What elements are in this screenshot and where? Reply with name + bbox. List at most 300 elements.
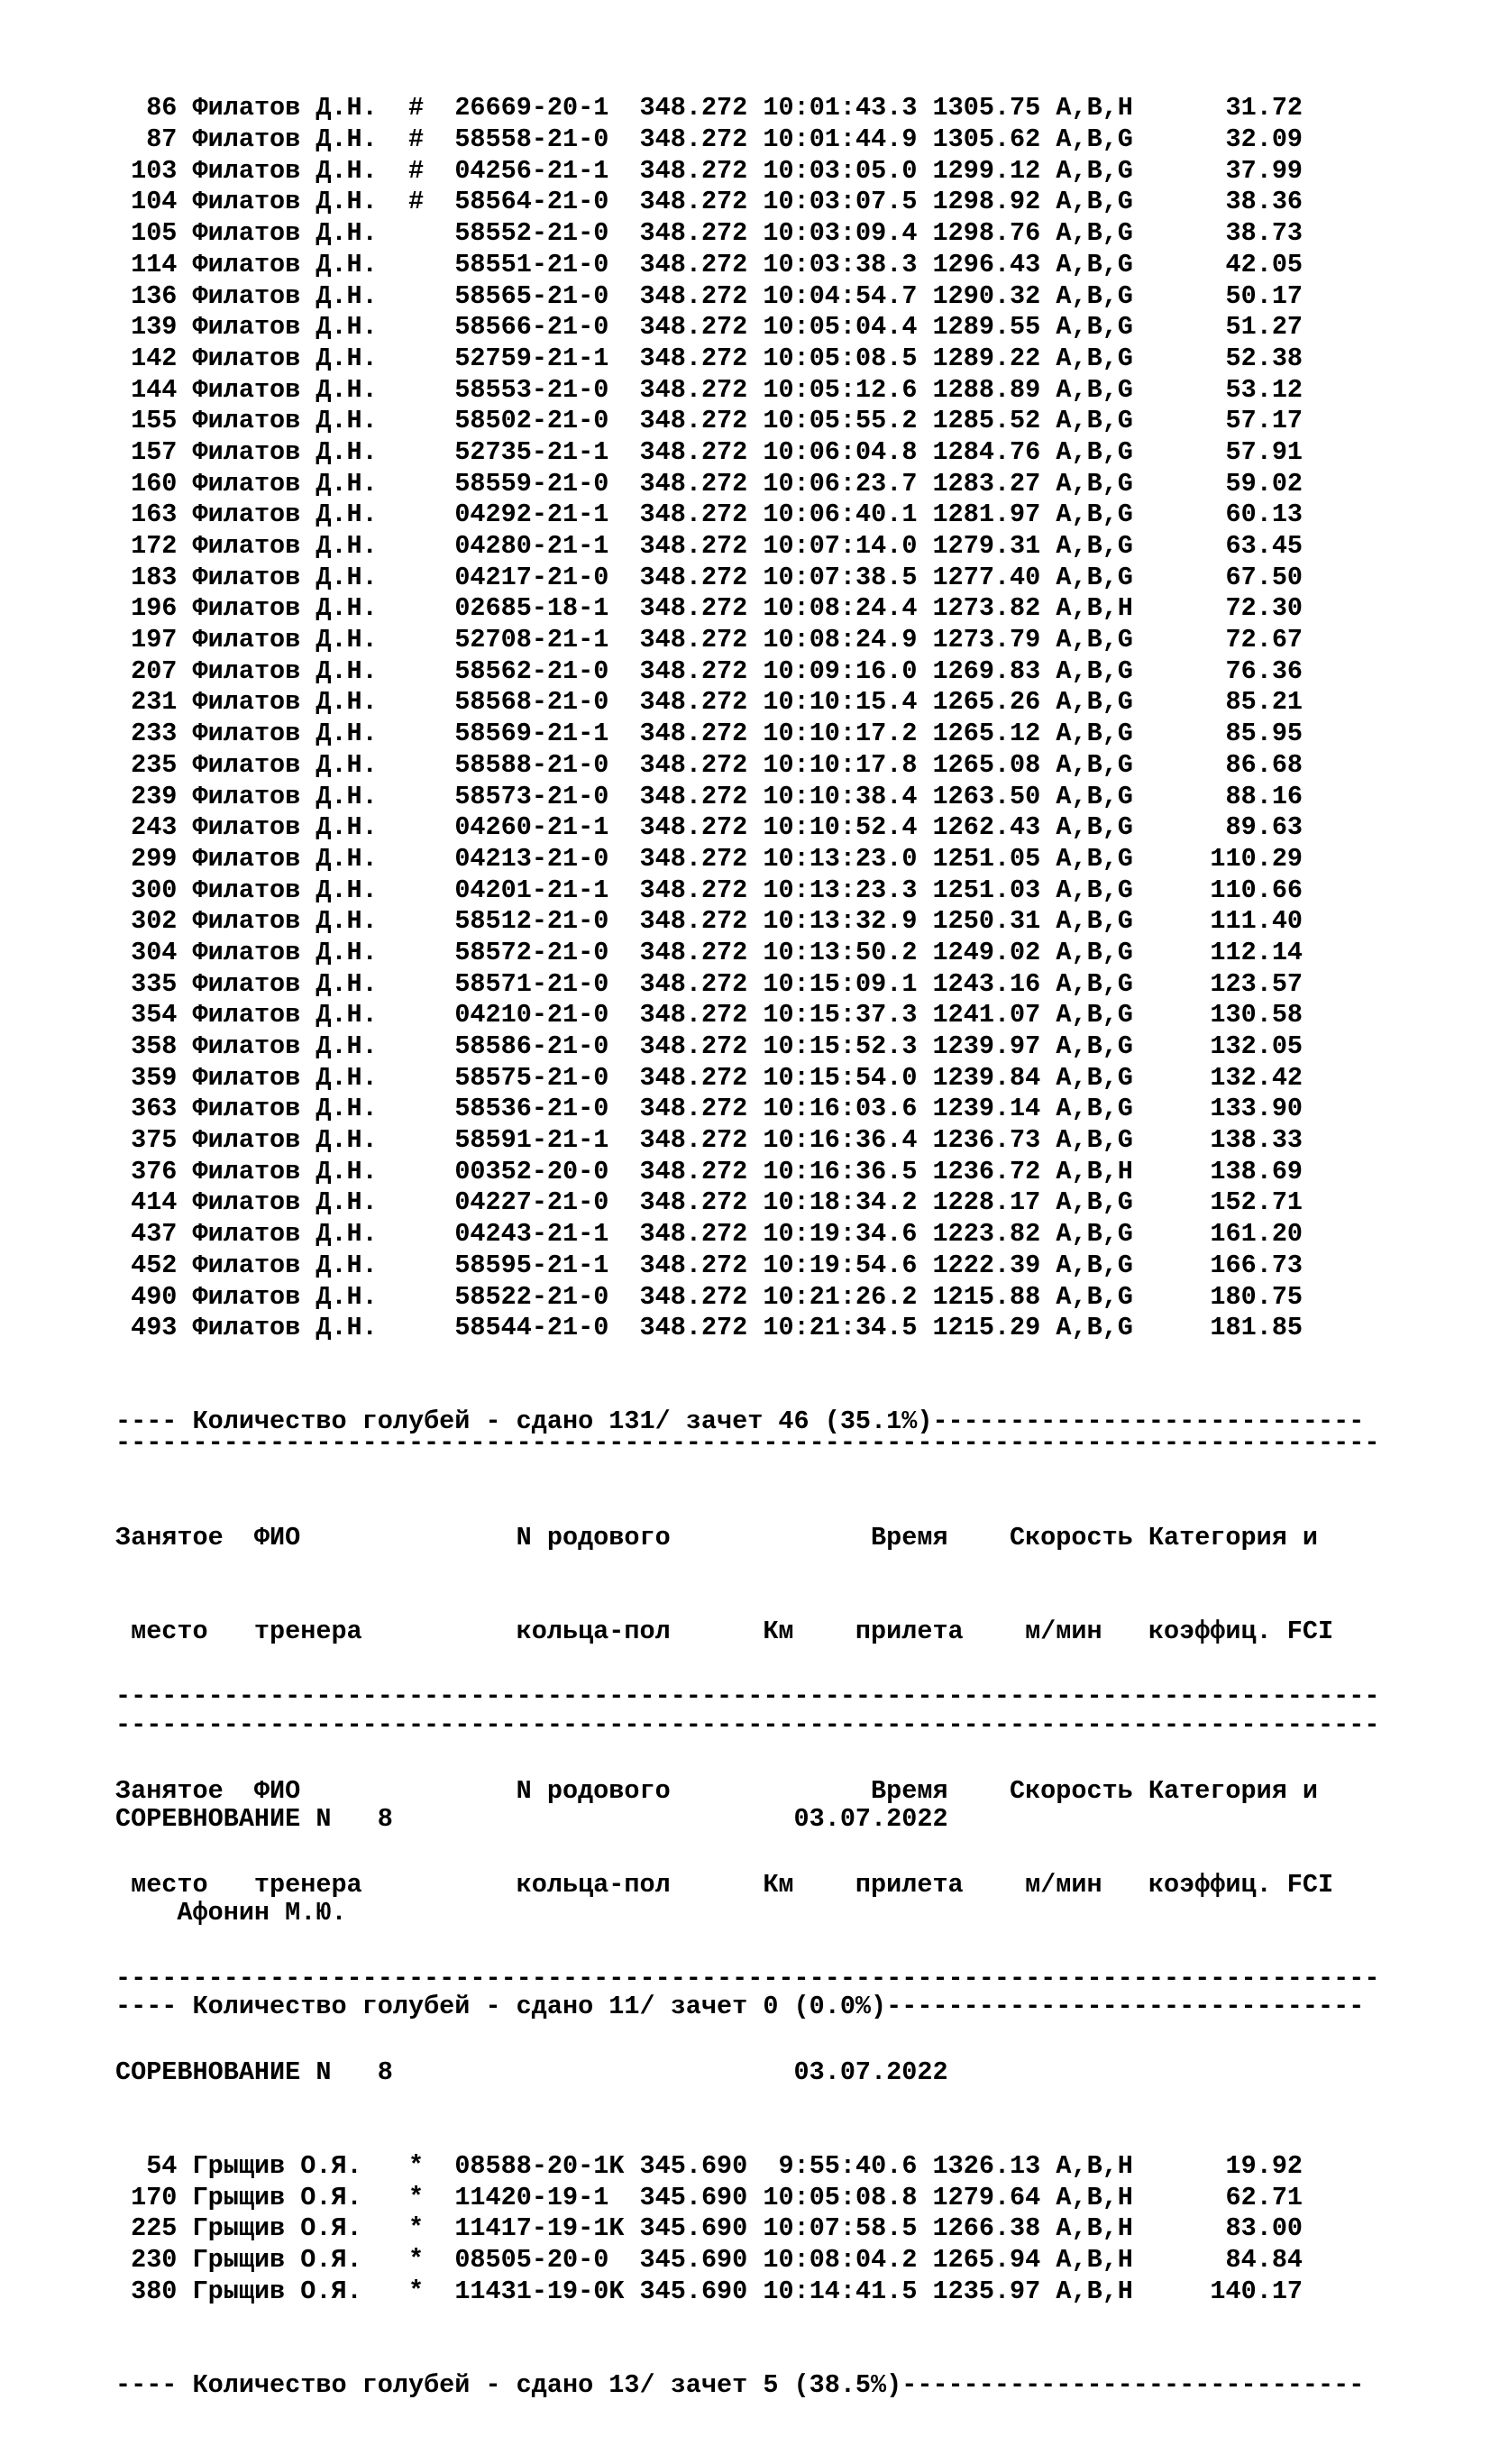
cell-mark: *: [407, 2276, 440, 2306]
cell-km: 348.272: [639, 1281, 748, 1312]
cell-mark: *: [407, 2150, 440, 2181]
cell-coef: 110.29: [1148, 843, 1303, 874]
cell-km: 348.272: [639, 312, 748, 343]
cell-speed: 1251.05: [932, 843, 1041, 874]
cell-place: 233: [115, 719, 178, 749]
cell-km: 345.690: [639, 2244, 748, 2275]
cell-cat: A,B,G: [1056, 1031, 1148, 1062]
cell-name: Филатов Д.Н.: [192, 593, 393, 624]
cell-place: 87: [115, 124, 178, 155]
cell-km: 348.272: [639, 1219, 748, 1250]
cell-coef: 72.30: [1148, 593, 1303, 624]
cell-cat: A,B,G: [1056, 374, 1148, 405]
table-row: [115, 969, 1364, 1001]
cell-speed: 1243.16: [932, 968, 1041, 999]
cell-place: 86: [115, 93, 178, 124]
cell-km: 348.272: [639, 499, 748, 530]
cell-ring: 00352-20-0: [454, 1156, 640, 1186]
cell-ring: 58573-21-0: [454, 781, 640, 811]
cell-time: 10:18:34.2: [763, 1187, 918, 1218]
cell-speed: 1305.75: [932, 93, 1041, 124]
cell-cat: A,B,G: [1056, 719, 1148, 749]
cell-speed: 1298.92: [932, 187, 1041, 217]
cell-coef: 62.71: [1148, 2182, 1303, 2212]
cell-time: 10:16:36.5: [763, 1156, 918, 1186]
cell-coef: 152.71: [1148, 1187, 1303, 1218]
cell-coef: 67.50: [1148, 562, 1303, 592]
cell-name: Филатов Д.Н.: [192, 312, 393, 343]
cell-name: Филатов Д.Н.: [192, 749, 393, 780]
cell-coef: 140.17: [1148, 2276, 1303, 2306]
cell-mark: [408, 782, 439, 811]
cell-mark: [408, 1063, 439, 1093]
cell-coef: 89.63: [1148, 812, 1303, 843]
header-rule: ----------------------------------------------------------------------------------: [115, 1709, 1380, 1740]
cell-place: 104: [115, 187, 178, 217]
cell-place: 225: [115, 2213, 178, 2244]
cell-coef: 123.57: [1148, 968, 1303, 999]
cell-coef: 60.13: [1148, 499, 1303, 530]
cell-ring: 04201-21-1: [454, 875, 640, 905]
cell-ring: 02685-18-1: [454, 593, 640, 624]
cell-time: 10:21:34.5: [763, 1313, 918, 1343]
cell-speed: 1279.31: [932, 531, 1041, 562]
cell-cat: A,B,G: [1056, 312, 1148, 343]
table-row: [115, 1313, 1364, 1344]
cell-speed: 1305.62: [932, 124, 1041, 155]
cell-place: 299: [115, 843, 178, 874]
cell-time: 10:15:54.0: [763, 1062, 918, 1093]
cell-name: Филатов Д.Н.: [192, 499, 393, 530]
header-rule: ----------------------------------------------------------------------------------: [115, 1963, 1380, 1993]
cell-time: 10:06:04.8: [763, 436, 918, 467]
cell-speed: 1251.03: [932, 875, 1041, 905]
cell-ring: 58564-21-0: [454, 187, 640, 217]
cell-km: 345.690: [639, 2150, 748, 2181]
cell-place: 183: [115, 562, 178, 592]
cell-ring: 58586-21-0: [454, 1031, 640, 1062]
cell-ring: 58595-21-1: [454, 1250, 640, 1280]
cell-cat: A,B,H: [1056, 593, 1148, 624]
cell-mark: #: [407, 187, 440, 217]
cell-time: 10:07:58.5: [763, 2213, 918, 2244]
table-row: [115, 499, 1364, 531]
cell-mark: [408, 687, 439, 717]
cell-mark: *: [407, 2244, 440, 2275]
cell-km: 348.272: [639, 625, 748, 655]
cell-mark: [408, 469, 439, 499]
cell-name: Филатов Д.Н.: [192, 1187, 393, 1218]
cell-cat: A,B,G: [1056, 155, 1148, 186]
cell-km: 345.690: [639, 2213, 748, 2244]
cell-time: 10:10:52.4: [763, 812, 918, 843]
table-row: [115, 406, 1364, 437]
cell-ring: 58502-21-0: [454, 406, 640, 436]
cell-time: 10:21:26.2: [763, 1281, 918, 1312]
summary-line: ---- Количество голубей - сдано 131/ зачет 46 (35.1%)----------------------------: [115, 1406, 1365, 1437]
cell-ring: 58566-21-0: [454, 312, 640, 343]
cell-mark: [408, 1250, 439, 1280]
cell-cat: A,B,G: [1056, 1250, 1148, 1280]
cell-cat: A,B,H: [1056, 2213, 1148, 2244]
cell-time: 10:08:04.2: [763, 2244, 918, 2275]
cell-ring: 58558-21-0: [454, 124, 640, 155]
cell-cat: A,B,G: [1056, 1281, 1148, 1312]
cell-coef: 51.27: [1148, 312, 1303, 343]
cell-km: 348.272: [639, 687, 748, 718]
table-row: [115, 375, 1364, 407]
table-row: [115, 1157, 1364, 1188]
cell-speed: 1262.43: [932, 812, 1041, 843]
cell-coef: 83.00: [1148, 2213, 1303, 2244]
cell-name: Грыщив О.Я.: [192, 2244, 393, 2275]
cell-place: 157: [115, 436, 178, 467]
summary-line: ---- Количество голубей - сдано 11/ зачет 0 (0.0%)-------------------------------: [115, 1991, 1365, 2021]
cell-coef: 19.92: [1148, 2150, 1303, 2181]
cell-mark: [408, 1157, 439, 1186]
table-row: [115, 469, 1364, 500]
cell-mark: [408, 1031, 439, 1061]
cell-speed: 1299.12: [932, 155, 1041, 186]
cell-time: 10:03:05.0: [763, 155, 918, 186]
cell-place: 163: [115, 499, 178, 530]
cell-place: 160: [115, 468, 178, 499]
header-line-1: Занятое ФИО N родового Время Скорость Категория и: [115, 1522, 1319, 1553]
cell-coef: 85.95: [1148, 719, 1303, 749]
cell-km: 348.272: [639, 562, 748, 592]
cell-km: 348.272: [639, 1187, 748, 1218]
cell-km: 348.272: [639, 155, 748, 186]
cell-time: 10:08:24.4: [763, 593, 918, 624]
table-row: [115, 782, 1364, 813]
cell-cat: A,B,G: [1056, 1219, 1148, 1250]
cell-time: 10:13:32.9: [763, 906, 918, 937]
cell-mark: [408, 1219, 439, 1249]
cell-cat: A,B,G: [1056, 812, 1148, 843]
cell-mark: [408, 656, 439, 686]
cell-mark: [408, 938, 439, 967]
cell-cat: A,B,G: [1056, 468, 1148, 499]
cell-place: 363: [115, 1094, 178, 1124]
cell-speed: 1241.07: [932, 1000, 1041, 1030]
cell-name: Филатов Д.Н.: [192, 625, 393, 655]
cell-name: Филатов Д.Н.: [192, 93, 393, 124]
cell-mark: [408, 1000, 439, 1030]
cell-ring: 58569-21-1: [454, 719, 640, 749]
cell-mark: [408, 1094, 439, 1123]
cell-speed: 1239.84: [932, 1062, 1041, 1093]
cell-ring: 58522-21-0: [454, 1281, 640, 1312]
cell-place: 300: [115, 875, 178, 905]
cell-cat: A,B,G: [1056, 436, 1148, 467]
table-row: [115, 938, 1364, 969]
cell-time: 10:09:16.0: [763, 655, 918, 686]
cell-cat: A,B,G: [1056, 875, 1148, 905]
cell-mark: [408, 406, 439, 435]
cell-km: 348.272: [639, 937, 748, 967]
cell-cat: A,B,G: [1056, 124, 1148, 155]
cell-time: 10:05:12.6: [763, 374, 918, 405]
cell-name: Филатов Д.Н.: [192, 1313, 393, 1343]
cell-km: 345.690: [639, 2276, 748, 2306]
cell-time: 10:13:23.0: [763, 843, 918, 874]
cell-km: 348.272: [639, 749, 748, 780]
cell-ring: 04217-21-0: [454, 562, 640, 592]
cell-place: 304: [115, 937, 178, 967]
cell-speed: 1265.94: [932, 2244, 1041, 2275]
cell-place: 54: [115, 2150, 178, 2181]
cell-coef: 63.45: [1148, 531, 1303, 562]
cell-coef: 132.05: [1148, 1031, 1303, 1062]
cell-cat: A,B,H: [1056, 2276, 1148, 2306]
cell-name: Филатов Д.Н.: [192, 1125, 393, 1156]
cell-time: 10:07:14.0: [763, 531, 918, 562]
cell-place: 380: [115, 2276, 178, 2306]
table-row: [115, 750, 1364, 782]
cell-km: 348.272: [639, 719, 748, 749]
table-row: [115, 156, 1364, 188]
cell-time: 10:01:44.9: [763, 124, 918, 155]
cell-place: 170: [115, 2182, 178, 2212]
cell-speed: 1222.39: [932, 1250, 1041, 1280]
cell-coef: 53.12: [1148, 374, 1303, 405]
cell-km: 345.690: [639, 2182, 748, 2212]
cell-speed: 1289.55: [932, 312, 1041, 343]
cell-place: 493: [115, 1313, 178, 1343]
table-row: [115, 1250, 1364, 1282]
cell-ring: 58588-21-0: [454, 749, 640, 780]
cell-km: 348.272: [639, 249, 748, 279]
cell-ring: 26669-20-1: [454, 93, 640, 124]
cell-name: Грыщив О.Я.: [192, 2213, 393, 2244]
cell-place: 235: [115, 749, 178, 780]
cell-mark: [408, 375, 439, 405]
cell-mark: [408, 1125, 439, 1155]
table-row: [115, 1282, 1364, 1314]
cell-place: 359: [115, 1062, 178, 1093]
cell-time: 10:05:08.8: [763, 2182, 918, 2212]
cell-coef: 112.14: [1148, 937, 1303, 967]
cell-km: 348.272: [639, 343, 748, 373]
cell-coef: 181.85: [1148, 1313, 1303, 1343]
table-row: [115, 875, 1364, 907]
cell-name: Грыщив О.Я.: [192, 2182, 393, 2212]
cell-name: Филатов Д.Н.: [192, 812, 393, 843]
cell-coef: 57.17: [1148, 406, 1303, 436]
cell-cat: A,B,G: [1056, 343, 1148, 373]
cell-cat: A,B,G: [1056, 1062, 1148, 1093]
cell-cat: A,B,G: [1056, 968, 1148, 999]
cell-mark: [408, 218, 439, 248]
cell-cat: A,B,G: [1056, 406, 1148, 436]
cell-coef: 138.69: [1148, 1156, 1303, 1186]
cell-place: 376: [115, 1156, 178, 1186]
cell-name: Филатов Д.Н.: [192, 124, 393, 155]
cell-ring: 04227-21-0: [454, 1187, 640, 1218]
cell-place: 230: [115, 2244, 178, 2275]
cell-ring: 04260-21-1: [454, 812, 640, 843]
cell-ring: 58536-21-0: [454, 1094, 640, 1124]
cell-coef: 52.38: [1148, 343, 1303, 373]
table-row: [115, 2245, 1379, 2276]
cell-ring: 11417-19-1K: [454, 2213, 640, 2244]
cell-place: 139: [115, 312, 178, 343]
cell-time: 10:14:41.5: [763, 2276, 918, 2306]
cell-mark: [408, 343, 439, 373]
cell-mark: [408, 250, 439, 279]
cell-ring: 58553-21-0: [454, 374, 640, 405]
cell-name: Филатов Д.Н.: [192, 1031, 393, 1062]
cell-place: 354: [115, 1000, 178, 1030]
cell-mark: [408, 281, 439, 311]
header-line-1: Занятое ФИО N родового Время Скорость Категория и: [115, 1775, 1319, 1806]
cell-time: 10:08:24.9: [763, 625, 918, 655]
results-table: [115, 93, 1364, 1344]
cell-mark: [408, 1187, 439, 1217]
cell-name: Филатов Д.Н.: [192, 1094, 393, 1124]
cell-name: Филатов Д.Н.: [192, 218, 393, 249]
cell-speed: 1249.02: [932, 937, 1041, 967]
cell-place: 302: [115, 906, 178, 937]
cell-speed: 1266.38: [932, 2213, 1041, 2244]
cell-place: 243: [115, 812, 178, 843]
cell-mark: [408, 625, 439, 655]
cell-ring: 11431-19-0K: [454, 2276, 640, 2306]
cell-speed: 1236.73: [932, 1125, 1041, 1156]
table-row: [115, 719, 1364, 750]
cell-speed: 1326.13: [932, 2150, 1041, 2181]
cell-cat: A,B,G: [1056, 843, 1148, 874]
cell-time: 10:13:23.3: [763, 875, 918, 905]
cell-place: 335: [115, 968, 178, 999]
cell-mark: [408, 499, 439, 529]
cell-mark: [408, 531, 439, 561]
table-row: [115, 437, 1364, 469]
summary-line: ---- Количество голубей - сдано 13/ зачет 5 (38.5%)------------------------------: [115, 2369, 1365, 2400]
cell-coef: 132.42: [1148, 1062, 1303, 1093]
cell-km: 348.272: [639, 1094, 748, 1124]
cell-ring: 52708-21-1: [454, 625, 640, 655]
cell-cat: A,B,H: [1056, 2244, 1148, 2275]
cell-ring: 58551-21-0: [454, 249, 640, 279]
cell-coef: 84.84: [1148, 2244, 1303, 2275]
cell-ring: 04213-21-0: [454, 843, 640, 874]
cell-km: 348.272: [639, 1313, 748, 1343]
table-row: [115, 2183, 1379, 2214]
cell-cat: A,B,G: [1056, 1094, 1148, 1124]
cell-time: 10:01:43.3: [763, 93, 918, 124]
cell-place: 136: [115, 280, 178, 311]
cell-km: 348.272: [639, 468, 748, 499]
cell-coef: 57.91: [1148, 436, 1303, 467]
cell-mark: #: [407, 93, 440, 124]
table-row: [115, 1000, 1364, 1031]
cell-km: 348.272: [639, 93, 748, 124]
cell-coef: 72.67: [1148, 625, 1303, 655]
cell-coef: 76.36: [1148, 655, 1303, 686]
cell-km: 348.272: [639, 124, 748, 155]
cell-time: 10:10:15.4: [763, 687, 918, 718]
cell-time: 10:15:52.3: [763, 1031, 918, 1062]
cell-name: Филатов Д.Н.: [192, 1219, 393, 1250]
cell-time: 10:10:38.4: [763, 781, 918, 811]
cell-place: 239: [115, 781, 178, 811]
cell-speed: 1285.52: [932, 406, 1041, 436]
cell-cat: A,B,G: [1056, 218, 1148, 249]
cell-place: 155: [115, 406, 178, 436]
cell-km: 348.272: [639, 812, 748, 843]
cell-km: 348.272: [639, 1062, 748, 1093]
table-row: [115, 844, 1364, 875]
cell-mark: [408, 844, 439, 874]
cell-coef: 42.05: [1148, 249, 1303, 279]
cell-time: 10:06:23.7: [763, 468, 918, 499]
cell-mark: [408, 437, 439, 467]
cell-mark: [408, 312, 439, 342]
cell-cat: A,B,H: [1056, 93, 1148, 124]
table-row: [115, 593, 1364, 625]
cell-speed: 1273.82: [932, 593, 1041, 624]
cell-ring: 58572-21-0: [454, 937, 640, 967]
cell-name: Филатов Д.Н.: [192, 249, 393, 279]
cell-speed: 1288.89: [932, 374, 1041, 405]
cell-cat: A,B,G: [1056, 906, 1148, 937]
cell-time: 10:05:08.5: [763, 343, 918, 373]
table-row: [115, 656, 1364, 688]
cell-speed: 1265.12: [932, 719, 1041, 749]
table-row: [115, 625, 1364, 656]
cell-cat: A,B,G: [1056, 249, 1148, 279]
cell-name: Грыщив О.Я.: [192, 2276, 393, 2306]
cell-ring: 08588-20-1K: [454, 2150, 640, 2181]
cell-ring: 11420-19-1: [454, 2182, 640, 2212]
cell-place: 490: [115, 1281, 178, 1312]
cell-coef: 85.21: [1148, 687, 1303, 718]
competition-line: СОРЕВНОВАНИЕ N 8 03.07.2022: [115, 2056, 948, 2087]
table-row: [115, 906, 1364, 938]
results-table: [115, 2151, 1379, 2307]
table-row: [115, 218, 1364, 250]
cell-time: 10:10:17.2: [763, 719, 918, 749]
cell-ring: 58591-21-1: [454, 1125, 640, 1156]
table-row: [115, 250, 1364, 281]
cell-cat: A,B,G: [1056, 937, 1148, 967]
cell-km: 348.272: [639, 218, 748, 249]
cell-mark: [408, 750, 439, 780]
cell-speed: 1263.50: [932, 781, 1041, 811]
cell-name: Филатов Д.Н.: [192, 562, 393, 592]
cell-speed: 1215.29: [932, 1313, 1041, 1343]
cell-name: Филатов Д.Н.: [192, 687, 393, 718]
cell-cat: A,B,G: [1056, 1125, 1148, 1156]
cell-km: 348.272: [639, 968, 748, 999]
cell-ring: 52735-21-1: [454, 436, 640, 467]
cell-time: 10:13:50.2: [763, 937, 918, 967]
cell-name: Филатов Д.Н.: [192, 187, 393, 217]
cell-coef: 133.90: [1148, 1094, 1303, 1124]
cell-mark: [408, 875, 439, 905]
cell-cat: A,B,G: [1056, 280, 1148, 311]
header-rule: ----------------------------------------------------------------------------------: [115, 1681, 1380, 1712]
cell-speed: 1265.08: [932, 749, 1041, 780]
cell-km: 348.272: [639, 1031, 748, 1062]
cell-speed: 1236.72: [932, 1156, 1041, 1186]
cell-name: Грыщив О.Я.: [192, 2150, 393, 2181]
cell-time: 10:19:54.6: [763, 1250, 918, 1280]
cell-speed: 1273.79: [932, 625, 1041, 655]
table-row: [115, 1063, 1364, 1095]
cell-speed: 1228.17: [932, 1187, 1041, 1218]
